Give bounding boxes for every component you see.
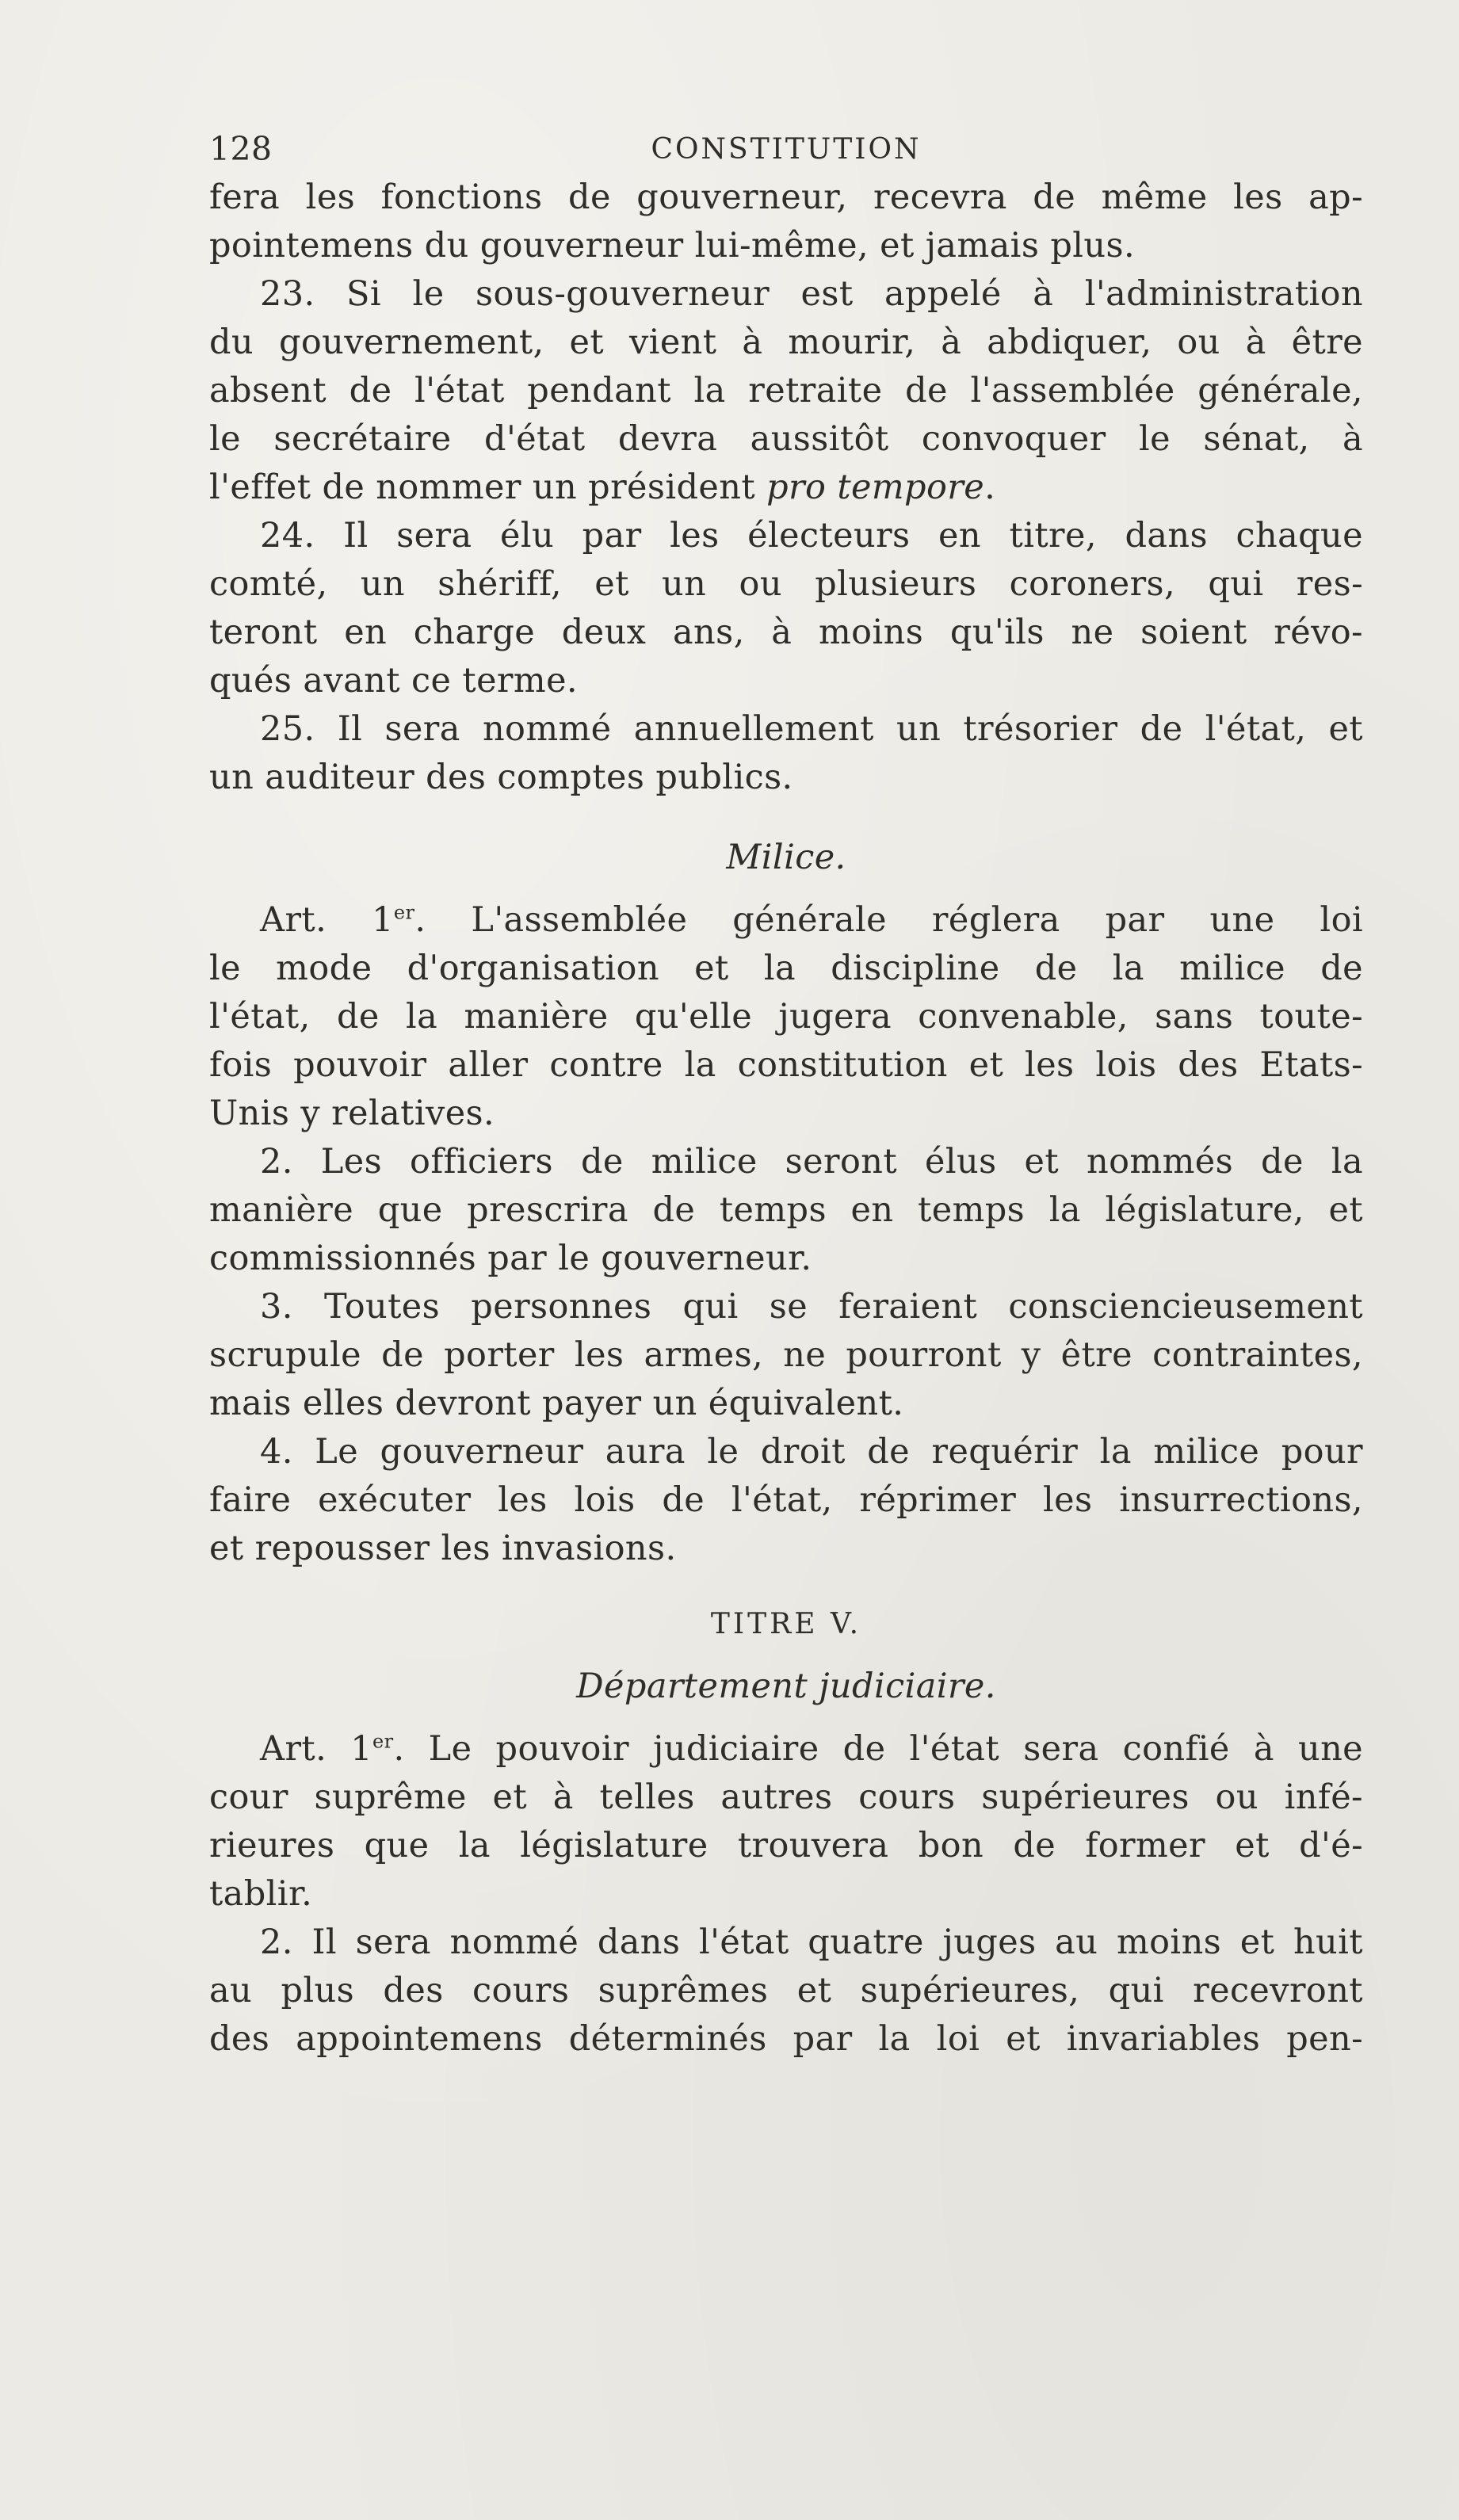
text-line: comté, un shériff, et un ou plusieurs coroners, qui res- <box>209 564 1363 604</box>
text-line: faire exécuter les lois de l'état, réprimer les insurrections, <box>209 1480 1363 1520</box>
text-line: commissionnés par le gouverneur. <box>209 1239 812 1278</box>
text-line: Unis y relatives. <box>209 1094 495 1133</box>
text-line: le secrétaire d'état devra aussitôt convoquer le sénat, à <box>209 419 1363 459</box>
text-line: des appointemens déterminés par la loi et invariables pen- <box>209 2019 1363 2059</box>
section-heading-milice: Milice. <box>726 838 846 877</box>
milice-article-1 <box>209 896 1363 945</box>
article-25: 25. Il sera nommé annuellement un trésorier de l'état, et <box>260 709 1363 749</box>
running-head <box>209 125 1363 174</box>
text-line <box>209 464 1363 512</box>
superscript: er <box>372 1730 394 1753</box>
latin-phrase: pro tempore <box>766 468 985 507</box>
judiciaire-article-2: 2. Il sera nommé dans l'état quatre juges au moins et huit <box>260 1922 1363 1962</box>
text-line: un auditeur des comptes publics. <box>209 758 793 797</box>
page-number: 128 <box>209 130 273 168</box>
text-line: et repousser les invasions. <box>209 1529 677 1568</box>
text-run: Art. 1 <box>260 900 394 940</box>
milice-article-4: 4. Le gouverneur aura le droit de requérir la milice pour <box>260 1432 1363 1472</box>
text-line: rieures que la législature trouvera bon de former et d'é- <box>209 1826 1363 1865</box>
title-heading: TITRE V. <box>710 1608 862 1640</box>
text-line: pointemens du gouverneur lui-même, et jamais plus. <box>209 226 1136 265</box>
text-line: tablir. <box>209 1874 313 1914</box>
text-line: l'état, de la manière qu'elle jugera convenable, sans toute- <box>209 997 1363 1037</box>
article-24: 24. Il sera élu par les électeurs en titre, dans chaque <box>260 516 1363 556</box>
text-line: le mode d'organisation et la discipline de la milice de <box>209 949 1363 988</box>
text-line: qués avant ce terme. <box>209 661 578 701</box>
text-line: cour suprême et à telles autres cours supérieures ou infé- <box>209 1777 1363 1817</box>
text-run: Art. 1 <box>260 1729 373 1769</box>
milice-article-3: 3. Toutes personnes qui se feraient consciencieusement <box>260 1287 1363 1327</box>
running-title: CONSTITUTION <box>651 133 922 166</box>
text-run: . L'assemblée générale réglera par une loi <box>414 900 1364 940</box>
article-23: 23. Si le sous-gouverneur est appelé à l'administration <box>260 274 1363 314</box>
text-line: scrupule de porter les armes, ne pourront y être contraintes, <box>209 1335 1363 1375</box>
text-run: . <box>984 468 996 507</box>
text-line: fera les fonctions de gouverneur, recevra de même les ap- <box>209 178 1363 217</box>
judiciaire-article-1 <box>209 1725 1363 1774</box>
text-run: . Le pouvoir judiciaire de l'état sera confié à une <box>393 1729 1364 1769</box>
text-line: teront en charge deux ans, à moins qu'ils ne soient révo- <box>209 613 1363 652</box>
superscript: er <box>393 901 415 924</box>
text-line: manière que prescrira de temps en temps la législature, et <box>209 1190 1363 1230</box>
milice-article-2: 2. Les officiers de milice seront élus et nommés de la <box>260 1142 1363 1182</box>
text-block <box>209 125 1363 2064</box>
text-line: mais elles devront payer un équivalent. <box>209 1384 904 1423</box>
text-line: au plus des cours suprêmes et supérieures, qui recevront <box>209 1971 1363 2010</box>
text-line: absent de l'état pendant la retraite de l'assemblée générale, <box>209 371 1363 410</box>
text-line: fois pouvoir aller contre la constitution et les lois des Etats- <box>209 1045 1363 1085</box>
subtitle-heading: Département judiciaire. <box>576 1667 996 1706</box>
text-run: l'effet de nommer un président <box>209 468 767 507</box>
text-line: du gouvernement, et vient à mourir, à abdiquer, ou à être <box>209 323 1363 362</box>
